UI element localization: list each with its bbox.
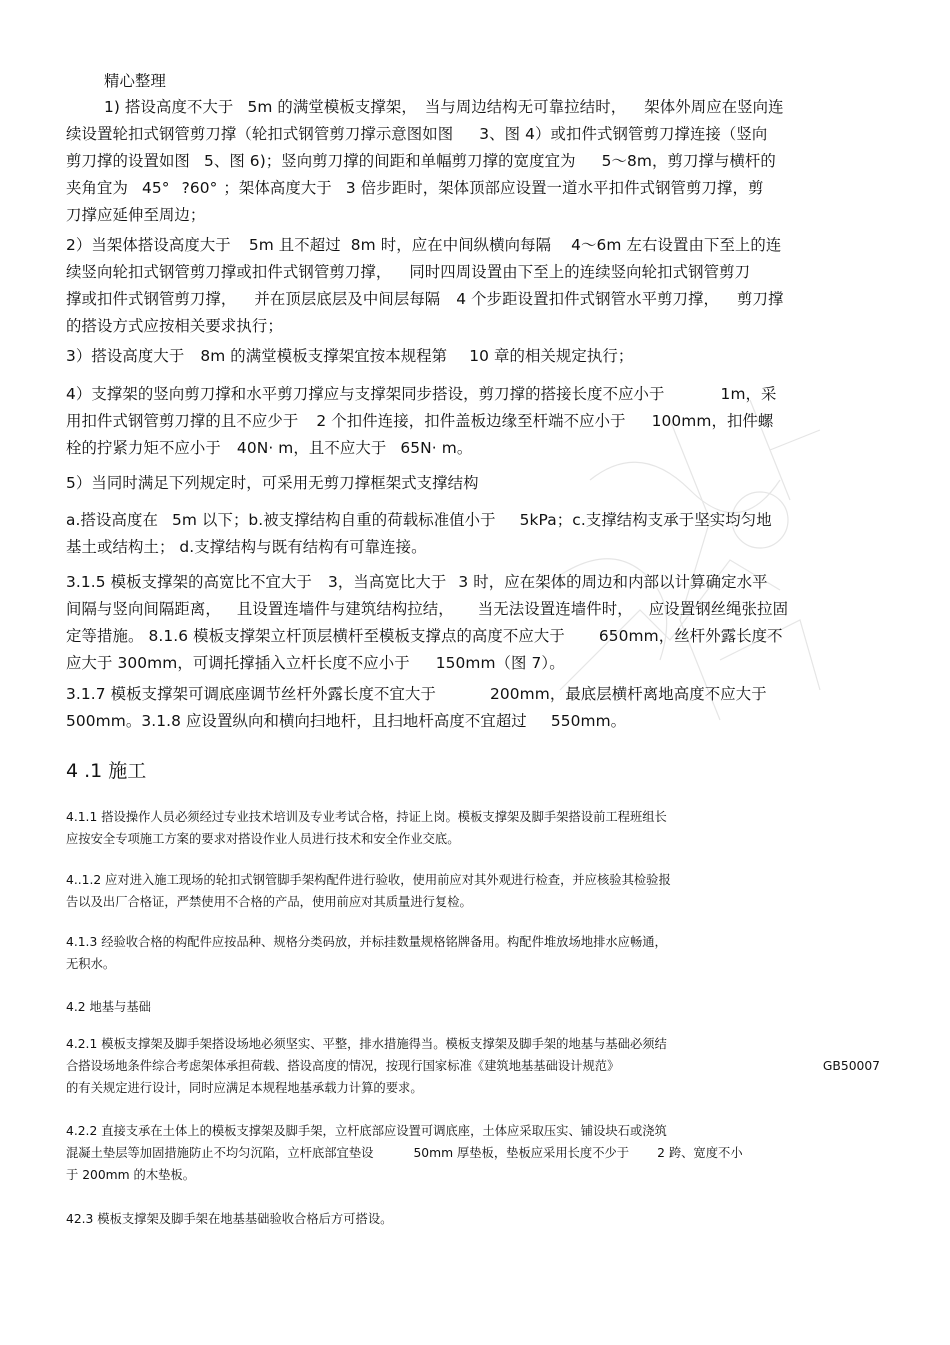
p7-line-4: 应大于 300mm，可调托撑插入立杆长度不应小于 150mm（图 7）。 [66,654,565,672]
paragraph-3 [66,343,886,370]
clause-4-2-heading-text: 4.2 地基与基础 [66,1000,151,1014]
standard-code: GB50007 [822,1059,880,1073]
paragraph-4 [66,381,886,462]
clause-4-2-2-line-3: 于 200mm 的木垫板。 [66,1168,196,1182]
clause-4-1-2-line-1: 4..1.2 应对进入施工现场的轮扣式钢管脚手架构配件进行验收，使用前应对其外观进行检查，并应核验其检验报 [66,873,671,887]
clause-4-1-2-line-2: 告以及出厂合格证，严禁使用不合格的产品，使用前应对其质量进行复检。 [66,895,472,909]
p3-line-1: 3）搭设高度大于 8m 的满堂模板支撑架宜按本规程第 10 章的相关规定执行； [66,347,634,365]
p2-line-3: 撑或扣件式钢管剪刀撑， 并在顶层底层及中间层每隔 4 个步距设置扣件式钢管水平剪刀撑， 剪刀撑 [66,290,784,308]
clause-4-1-3 [66,931,886,975]
p4-line-2: 用扣件式钢管剪刀撑的且不应少于 2 个扣件连接，扣件盖板边缘至杆端不应小于 100mm，扣件螺 [66,412,774,430]
p8-line-2: 500mm。3.1.8 应设置纵向和横向扫地杆，且扫地杆高度不宜超过 550mm。 [66,712,627,730]
p6-line-1: a.搭设高度在 5m 以下；b.被支撑结构自重的荷载标准值小于 5kPa；c.支撑结构支承于坚实均匀地 [66,511,772,529]
p1-line-3: 剪刀撑的设置如图 5、图 6)；竖向剪刀撑的间距和单幅剪刀撑的宽度宜为 5～8m，剪刀撑与横杆的 [66,152,776,170]
p7-line-1: 3.1.5 模板支撑架的高宽比不宜大于 3，当高宽比大于 3 时，应在架体的周边和内部以计算确定水平 [66,573,768,591]
clause-4-2-1-line-3: 的有关规定进行设计，同时应满足本规程地基承载力计算的要求。 [66,1081,423,1095]
p4-line-3: 栓的拧紧力矩不应小于 40N· m，且不应大于 65N· m。 [66,439,473,457]
clause-4-2-2 [66,1120,886,1186]
paragraph-1 [66,94,886,229]
clause-4-2-1-line-2: 合搭设场地条件综合考虑架体承担荷载、搭设高度的情况，按现行国家标准《建筑地基基础设计规范》 GB50007 [66,1055,886,1077]
section-heading-text: 4 .1 施工 [66,760,147,782]
paragraph-5 [66,470,886,497]
p2-line-2: 续竖向轮扣式钢管剪刀撑或扣件式钢管剪刀撑， 同时四周设置由下至上的连续竖向轮扣式钢管剪刀 [66,263,751,281]
clause-4-2-2-line-2: 混凝土垫层等加固措施防止不均匀沉陷，立杆底部宜垫设 50mm 厚垫板，垫板应采用长度不少于 2 跨、宽度不小 [66,1146,743,1160]
p7-line-2: 间隔与竖向间隔距离， 且设置连墙件与建筑结构拉结， 当无法设置连墙件时， 应设置钢丝绳张拉固 [66,600,789,618]
clause-4-1-2 [66,869,886,913]
clause-4-1-1-line-2: 应按安全专项施工方案的要求对搭设作业人员进行技术和安全作业交底。 [66,832,460,846]
p5-line-1: 5）当同时满足下列规定时，可采用无剪刀撑框架式支撑结构 [66,474,479,492]
clause-4-2-1-line-1: 4.2.1 模板支撑架及脚手架搭设场地必须坚实、平整，排水措施得当。模板支撑架及脚手架的地基与基础必须结 [66,1037,667,1051]
p4-line-1: 4）支撑架的竖向剪刀撑和水平剪刀撑应与支撑架同步搭设，剪刀撑的搭接长度不应小于 1m，采 [66,385,777,403]
p6-line-2: 基土或结构土； d.支撑结构与既有结构有可靠连接。 [66,538,427,556]
p1-line-2: 续设置轮扣式钢管剪刀撑（轮扣式钢管剪刀撑示意图如图 3、图 4）或扣件式钢管剪刀撑连接（竖向 [66,125,768,143]
section-heading [66,758,886,784]
paragraph-7 [66,569,886,677]
p8-line-1: 3.1.7 模板支撑架可调底座调节丝杆外露长度不宜大于 200mm，最底层横杆离地高度不应大于 [66,685,767,703]
clause-4-1-3-line-2: 无积水。 [66,957,116,971]
p7-line-3: 定等措施。 8.1.6 模板支撑架立杆顶层横杆至模板支撑点的高度不应大于 650mm，丝杆外露长度不 [66,627,783,645]
p2-line-1: 2）当架体搭设高度大于 5m 且不超过 8m 时，应在中间纵横向每隔 4～6m 左右设置由下至上的连 [66,236,782,254]
clause-4-2-3 [66,1208,886,1230]
clause-4-1-3-line-1: 4.1.3 经验收合格的构配件应按品种、规格分类码放，并标挂数量规格铭牌备用。构配件堆放场地排水应畅通， [66,935,667,949]
p1-line-1: 1) 搭设高度不大于 5m 的满堂模板支撑架， 当与周边结构无可靠拉结时， 架体外周应在竖向连 [104,98,784,116]
paragraph-6 [66,507,886,561]
p1-line-4: 夹角宜为 45° ?60° ；架体高度大于 3 倍步距时，架体顶部应设置一道水平扣件式钢管剪刀撑，剪 [66,179,764,197]
p2-line-4: 的搭设方式应按相关要求执行； [66,317,283,335]
clause-4-2-2-line-1: 4.2.2 直接支承在土体上的模板支撑架及脚手架，立杆底部应设置可调底座，土体应采取压实、铺设块石或浇筑 [66,1124,667,1138]
clause-4-2-3-line-1: 42.3 模板支撑架及脚手架在地基基础验收合格后方可搭设。 [66,1212,393,1226]
clause-4-1-1 [66,806,886,850]
clause-4-2-1 [66,1033,886,1099]
p1-line-5: 刀撑应延伸至周边； [66,206,206,224]
header-note [104,68,924,95]
paragraph-2 [66,232,886,340]
clause-4-1-1-line-1: 4.1.1 搭设操作人员必须经过专业技术培训及专业考试合格，持证上岗。模板支撑架及脚手架搭设前工程班组长 [66,810,667,824]
paragraph-8 [66,681,886,735]
clause-4-2-heading [66,996,886,1018]
header-note-text: 精心整理 [104,72,166,90]
